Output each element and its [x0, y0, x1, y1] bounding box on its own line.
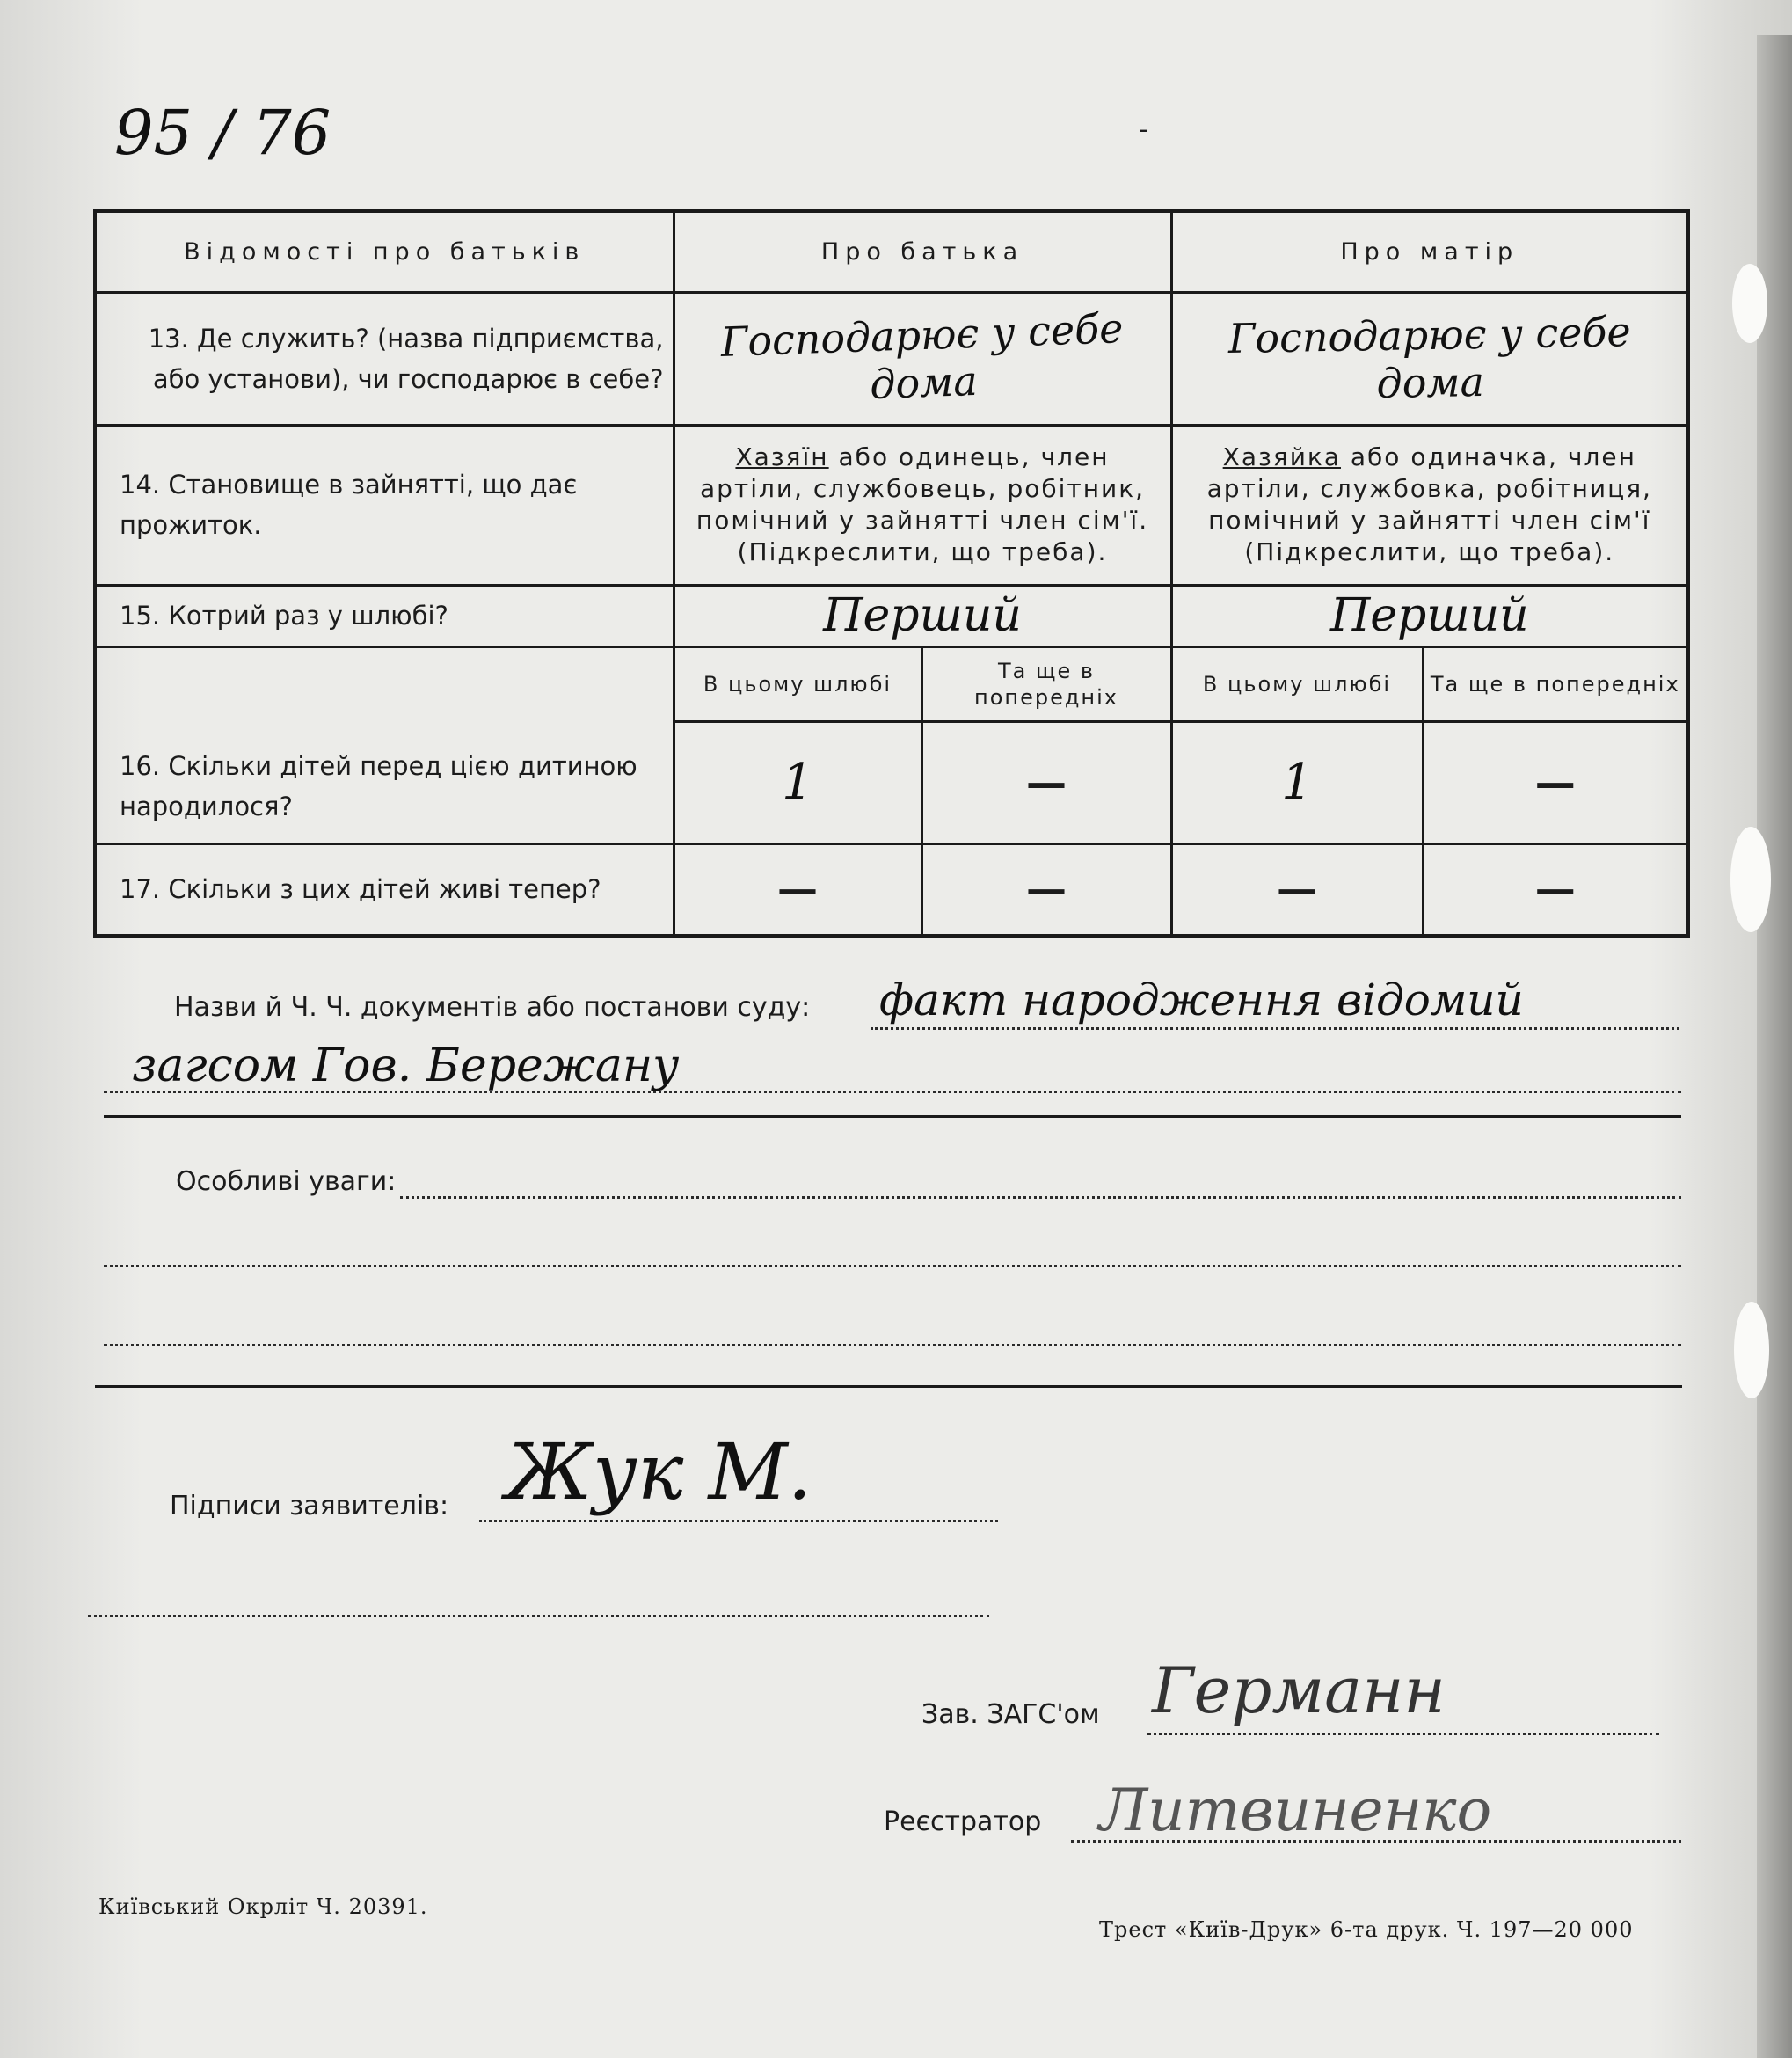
q14-mother-underlined: Хазяйка: [1222, 442, 1341, 472]
q14-mother-note: (Підкреслити, що треба).: [1244, 537, 1615, 567]
documents-rule: [104, 1115, 1681, 1118]
zags-head-label: Зав. ЗАГС'ом: [921, 1699, 1100, 1730]
applicants-signature-label: Підписи заявителів:: [170, 1491, 449, 1522]
q17-father-prev: —: [921, 843, 1171, 936]
q15-father-cell: [674, 585, 1171, 647]
q17-father-this: —: [674, 843, 921, 936]
q14-label: 14. Становище в зайнятті, що дає прожиток.: [95, 426, 674, 585]
q13-mother-value: Господарює у себе дома: [1227, 308, 1631, 408]
footer-left-imprint: Київський Окрліт Ч. 20391.: [98, 1894, 428, 1919]
father-this-marriage-header: В цьому шлюбі: [674, 647, 921, 722]
q16-father-this: 1: [674, 721, 921, 843]
remarks-line-3: [104, 1344, 1681, 1346]
q13-father-value: Господарює у себе дома: [719, 304, 1124, 409]
applicants-signature-line: [479, 1520, 998, 1522]
parents-info-table: [93, 209, 1690, 938]
q17-mother-this: —: [1171, 843, 1423, 936]
q17-mother-prev: —: [1423, 843, 1688, 936]
registrar-label: Реєстратор: [884, 1806, 1042, 1837]
q14-father-note: (Підкреслити, що треба).: [737, 537, 1108, 567]
zags-head-signature: Германн: [1152, 1653, 1446, 1727]
zags-head-line: [1147, 1733, 1659, 1735]
q14-father-underlined: Хазяїн: [735, 442, 829, 472]
q15-father-value: Перший: [823, 589, 1022, 643]
torn-edge-mark: [1734, 1302, 1769, 1398]
documents-line-1: [871, 1027, 1679, 1030]
q13-label: 13. Де служить? (назва підприємства, або установи), чи господарює в себе?: [95, 293, 674, 426]
q13-mother-cell: [1171, 293, 1688, 426]
remarks-label: Особливі уваги:: [176, 1166, 397, 1197]
documents-label: Назви й Ч. Ч. документів або постанови суду:: [174, 992, 811, 1023]
father-previous-header: Та ще в попередніх: [921, 647, 1171, 722]
q14-mother-rest: або одиначка, член артіли, службовка, робітниця, помічний у зайнятті член сім'ї: [1206, 442, 1652, 536]
remarks-line-1: [400, 1196, 1681, 1199]
corner-note: 95 / 76: [114, 97, 331, 169]
q16-mother-this: 1: [1171, 721, 1423, 843]
torn-edge-mark: [1732, 264, 1767, 343]
remarks-line-2: [104, 1265, 1681, 1267]
applicants-signature-line-2: [88, 1615, 989, 1617]
q13-father-cell: [674, 293, 1171, 426]
q17-label: 17. Скільки з цих дітей живі тепер?: [95, 843, 674, 936]
header-mother: Про матір: [1171, 211, 1688, 293]
q15-mother-value: Перший: [1329, 589, 1529, 643]
page-edge: [1757, 35, 1792, 2058]
remarks-rule: [95, 1385, 1682, 1388]
documents-value-2: загсом Гов. Бережану: [132, 1040, 680, 1092]
q16-label: 16. Скільки дітей перед цією дитиною народилося?: [95, 647, 674, 844]
footer-right-imprint: Трест «Київ-Друк» 6-та друк. Ч. 197—20 000: [1099, 1917, 1634, 1942]
torn-edge-mark: [1730, 827, 1771, 932]
mother-this-marriage-header: В цьому шлюбі: [1171, 647, 1423, 722]
registrar-signature: Литвиненко: [1099, 1777, 1492, 1844]
q15-label: 15. Котрий раз у шлюбі?: [95, 585, 674, 647]
q14-mother-options: [1171, 426, 1688, 585]
q15-mother-cell: [1171, 585, 1688, 647]
q16-father-prev: —: [921, 721, 1171, 843]
header-father: Про батька: [674, 211, 1171, 293]
applicants-signature: Жук М.: [506, 1427, 812, 1517]
documents-value-1: факт народження відомий: [879, 974, 1524, 1025]
header-parents-info: Відомості про батьків: [95, 211, 674, 293]
stray-mark: -: [1139, 114, 1148, 145]
q16-mother-prev: —: [1423, 721, 1688, 843]
q14-father-options: [674, 426, 1171, 585]
q14-father-rest: або одинець, член артіли, службовець, робітник, помічний у зайнятті член сім'ї.: [696, 442, 1149, 536]
mother-previous-header: Та ще в попередніх: [1423, 647, 1688, 722]
